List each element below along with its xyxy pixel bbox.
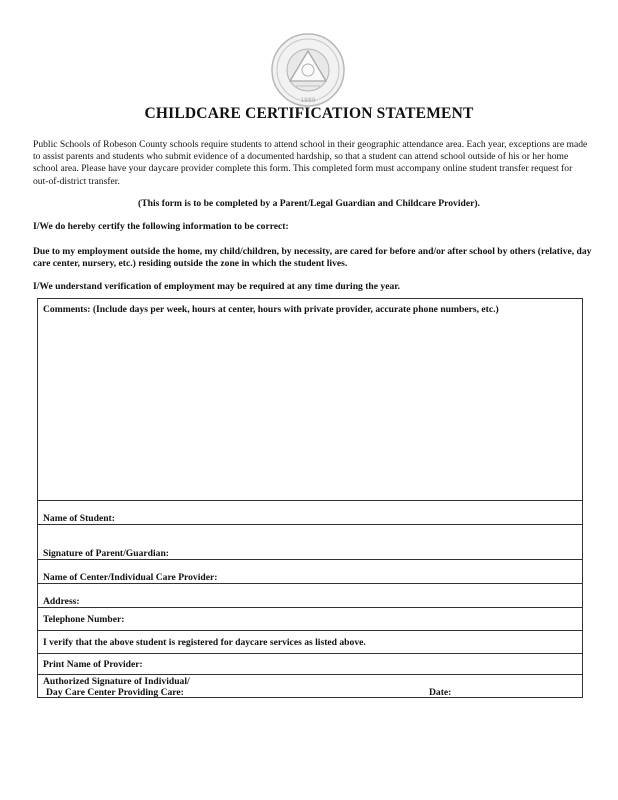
parent-signature-field[interactable] — [38, 525, 582, 560]
center-name-field[interactable] — [38, 560, 582, 584]
seal-year: 1989 — [300, 97, 316, 104]
authorized-signature-field[interactable] — [38, 675, 582, 697]
date-label: Date: — [429, 687, 452, 698]
completion-note: (This form is to be completed by a Parent/Legal Guardian and Childcare Provider). — [138, 198, 480, 209]
page-title: CHILDCARE CERTIFICATION STATEMENT — [144, 105, 474, 122]
certify-statement: I/We do hereby certify the following information to be correct: — [33, 221, 289, 232]
center-name-label: Name of Center/Individual Care Provider: — [43, 572, 218, 583]
verify-statement-label: I verify that the above student is registered for daycare services as listed above. — [43, 637, 366, 648]
provider-name-label: Print Name of Provider: — [43, 659, 143, 670]
provider-name-field[interactable] — [38, 654, 582, 675]
telephone-label: Telephone Number: — [43, 614, 125, 625]
authorized-signature-label-line1: Authorized Signature of Individual/ — [43, 676, 190, 687]
certification-form-box — [37, 298, 583, 698]
telephone-field[interactable] — [38, 608, 582, 631]
intro-paragraph: Public Schools of Robeson County schools require students to attend school in their geographic attendance area. Each year, exceptions are made to assist parents and students who submit evidence of a documented hardship, so that a student can attend school outside of his or her home school area. Please have your daycare provider complete this form. This completed form must accompany online student transfer request for out-of-district transfer. — [33, 139, 588, 187]
comments-label: Comments: (Include days per week, hours at center, hours with private provider, accurate phone numbers, etc.) — [43, 304, 499, 315]
verify-statement-row — [38, 631, 582, 654]
comments-field[interactable] — [38, 299, 582, 501]
address-field[interactable] — [38, 584, 582, 608]
school-seal-logo — [270, 32, 346, 108]
parent-signature-label: Signature of Parent/Guardian: — [43, 548, 169, 559]
address-label: Address: — [43, 596, 80, 607]
employment-statement: Due to my employment outside the home, my child/children, by necessity, are cared for before and/or after school by others (relative, day care center, nursery, etc.) residing outside the zone in which the student lives. — [33, 246, 592, 270]
student-name-label: Name of Student: — [43, 513, 115, 524]
authorized-signature-label-line2: Day Care Center Providing Care: — [46, 687, 184, 698]
student-name-field[interactable] — [38, 501, 582, 525]
verification-statement: I/We understand verification of employment may be required at any time during the year. — [33, 281, 401, 292]
